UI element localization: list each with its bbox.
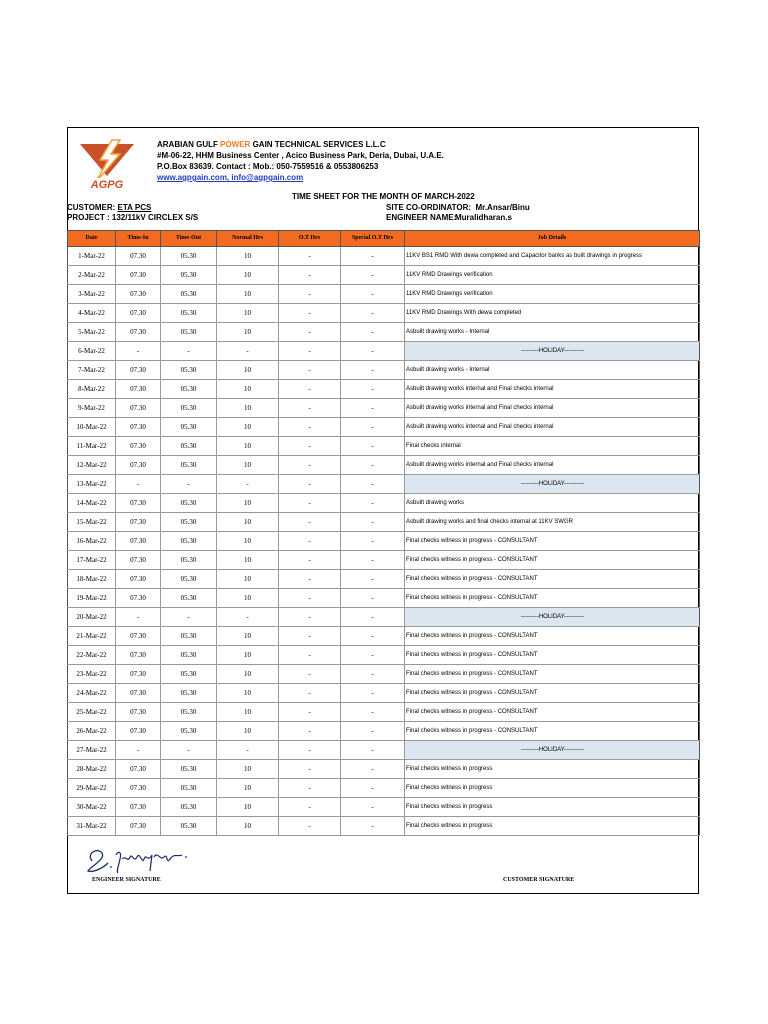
cell-date: 13-Mar-22	[68, 475, 116, 494]
cell-date: 25-Mar-22	[68, 703, 116, 722]
cell-job-details: Final checks witness in progress	[405, 779, 700, 798]
cell-time-out: 05.30	[161, 513, 217, 532]
cell-special-ot-hrs: -	[341, 380, 405, 399]
cell-ot-hrs: -	[279, 456, 341, 475]
cell-date: 29-Mar-22	[68, 779, 116, 798]
cell-normal-hrs: 10	[217, 646, 279, 665]
cell-date: 12-Mar-22	[68, 456, 116, 475]
engineer-signature-label: ENGINEER SIGNATURE	[92, 877, 161, 883]
cell-normal-hrs: 10	[217, 703, 279, 722]
cell-time-out: -	[161, 741, 217, 760]
cell-time-in: 07.30	[116, 361, 161, 380]
cell-time-in: 07.30	[116, 684, 161, 703]
cell-job-details: Final checks witness in progress - CONSULTANT	[405, 703, 700, 722]
cell-time-in: 07.30	[116, 418, 161, 437]
company-header	[157, 139, 444, 183]
cell-time-out: 05.30	[161, 266, 217, 285]
project-value: 132/11kV CIRCLEX S/S	[111, 213, 199, 222]
cell-date: 18-Mar-22	[68, 570, 116, 589]
cell-time-out: 05.30	[161, 304, 217, 323]
cell-normal-hrs: 10	[217, 285, 279, 304]
cell-time-in: 07.30	[116, 456, 161, 475]
cell-job-details: 11KV RMD Drawings verification	[405, 266, 700, 285]
cell-normal-hrs: 10	[217, 627, 279, 646]
cell-job-details: Final checks witness in progress - CONSULTANT	[405, 627, 700, 646]
table-row	[68, 760, 700, 779]
cell-normal-hrs: 10	[217, 570, 279, 589]
cell-normal-hrs: 10	[217, 247, 279, 266]
cell-time-in: 07.30	[116, 304, 161, 323]
timesheet-body	[68, 247, 700, 836]
cell-holiday: ---------HOLIDAY----------	[405, 342, 700, 361]
cell-normal-hrs: -	[217, 608, 279, 627]
cell-normal-hrs: 10	[217, 437, 279, 456]
cell-ot-hrs: -	[279, 361, 341, 380]
cell-special-ot-hrs: -	[341, 342, 405, 361]
cell-job-details: Final checks witness in progress - CONSULTANT	[405, 570, 700, 589]
cell-job-details: Final checks witness in progress - CONSULTANT	[405, 551, 700, 570]
cell-normal-hrs: 10	[217, 589, 279, 608]
table-header-row	[68, 231, 700, 247]
cell-time-out: 05.30	[161, 627, 217, 646]
cell-time-in: 07.30	[116, 437, 161, 456]
cell-date: 3-Mar-22	[68, 285, 116, 304]
cell-ot-hrs: -	[279, 703, 341, 722]
cell-special-ot-hrs: -	[341, 532, 405, 551]
cell-date: 4-Mar-22	[68, 304, 116, 323]
cell-job-details: Final checks witness in progress - CONSULTANT	[405, 684, 700, 703]
cell-time-out: 05.30	[161, 646, 217, 665]
cell-time-out: 05.30	[161, 722, 217, 741]
cell-time-out: 05.30	[161, 817, 217, 836]
table-row	[68, 551, 700, 570]
cell-special-ot-hrs: -	[341, 475, 405, 494]
cell-special-ot-hrs: -	[341, 361, 405, 380]
table-row	[68, 266, 700, 285]
cell-date: 22-Mar-22	[68, 646, 116, 665]
cell-normal-hrs: 10	[217, 532, 279, 551]
company-contact: P.O.Box 83639. Contact : Mob.: 050-7559516 & 0553806253	[157, 162, 379, 171]
cell-normal-hrs: 10	[217, 380, 279, 399]
cell-normal-hrs: 10	[217, 665, 279, 684]
engineer-signature-image	[82, 841, 207, 877]
cell-ot-hrs: -	[279, 342, 341, 361]
customer-value: ETA PCS	[117, 203, 152, 212]
cell-special-ot-hrs: -	[341, 779, 405, 798]
table-row	[68, 798, 700, 817]
cell-ot-hrs: -	[279, 323, 341, 342]
sheet-title: TIME SHEET FOR THE MONTH OF MARCH-2022	[292, 192, 475, 201]
table-row	[68, 817, 700, 836]
cell-time-out: 05.30	[161, 285, 217, 304]
cell-ot-hrs: -	[279, 475, 341, 494]
table-row-holiday	[68, 475, 700, 494]
table-row	[68, 513, 700, 532]
cell-ot-hrs: -	[279, 551, 341, 570]
cell-job-details: Final checks witness in progress - CONSULTANT	[405, 532, 700, 551]
cell-ot-hrs: -	[279, 684, 341, 703]
cell-job-details: Asbuilt drawing works internal and Final checks internal	[405, 399, 700, 418]
customer-line: CUSTOMER: ETA PCS	[67, 203, 152, 212]
cell-ot-hrs: -	[279, 285, 341, 304]
company-address: #M-06-22, HHM Business Center , Acico Business Park, Deria, Dubai, U.A.E.	[157, 151, 444, 160]
cell-time-out: -	[161, 608, 217, 627]
table-row	[68, 646, 700, 665]
cell-time-out: 05.30	[161, 323, 217, 342]
cell-time-in: -	[116, 608, 161, 627]
cell-job-details: 11KV RMD Drawings With dewa completed	[405, 304, 700, 323]
cell-normal-hrs: 10	[217, 418, 279, 437]
company-name: ARABIAN GULF POWER GAIN TECHNICAL SERVICES L.L.C	[157, 140, 386, 149]
cell-time-out: 05.30	[161, 456, 217, 475]
project-line: PROJECT : 132/11kV CIRCLEX S/S	[67, 213, 199, 222]
table-row	[68, 589, 700, 608]
table-row	[68, 665, 700, 684]
cell-special-ot-hrs: -	[341, 323, 405, 342]
cell-date: 14-Mar-22	[68, 494, 116, 513]
cell-job-details: Asbuilt drawing works and final checks internal at 11KV SWGR	[405, 513, 700, 532]
cell-normal-hrs: 10	[217, 266, 279, 285]
cell-time-out: 05.30	[161, 703, 217, 722]
cell-ot-hrs: -	[279, 380, 341, 399]
cell-date: 19-Mar-22	[68, 589, 116, 608]
cell-job-details: Final checks witness in progress - CONSULTANT	[405, 646, 700, 665]
cell-special-ot-hrs: -	[341, 665, 405, 684]
table-row	[68, 285, 700, 304]
cell-ot-hrs: -	[279, 741, 341, 760]
cell-time-in: 07.30	[116, 513, 161, 532]
cell-date: 15-Mar-22	[68, 513, 116, 532]
cell-job-details: Final checks witness in progress - CONSULTANT	[405, 589, 700, 608]
cell-ot-hrs: -	[279, 779, 341, 798]
table-row-holiday	[68, 741, 700, 760]
cell-time-out: -	[161, 342, 217, 361]
cell-job-details: Asbuilt drawing works internal and Final checks internal	[405, 380, 700, 399]
cell-date: 6-Mar-22	[68, 342, 116, 361]
cell-date: 28-Mar-22	[68, 760, 116, 779]
cell-special-ot-hrs: -	[341, 741, 405, 760]
cell-special-ot-hrs: -	[341, 285, 405, 304]
col-ot-hrs: O.T Hrs	[279, 231, 341, 247]
cell-ot-hrs: -	[279, 418, 341, 437]
cell-job-details: Asbuilt drawing works internal and Final checks internal	[405, 418, 700, 437]
cell-special-ot-hrs: -	[341, 627, 405, 646]
engineer-line: ENGINEER NAME:Muralidharan.s	[386, 213, 512, 222]
cell-holiday: ---------HOLIDAY----------	[405, 741, 700, 760]
cell-time-out: 05.30	[161, 494, 217, 513]
cell-time-out: 05.30	[161, 418, 217, 437]
cell-ot-hrs: -	[279, 570, 341, 589]
coordinator-line: SITE CO-ORDINATOR: Mr.Ansar/Binu	[386, 203, 530, 212]
cell-time-in: 07.30	[116, 722, 161, 741]
col-date: Date	[68, 231, 116, 247]
cell-normal-hrs: 10	[217, 798, 279, 817]
cell-date: 30-Mar-22	[68, 798, 116, 817]
cell-job-details: Asbuilt drawing works	[405, 494, 700, 513]
cell-normal-hrs: 10	[217, 779, 279, 798]
cell-time-out: 05.30	[161, 532, 217, 551]
cell-normal-hrs: -	[217, 342, 279, 361]
cell-date: 5-Mar-22	[68, 323, 116, 342]
table-row	[68, 703, 700, 722]
table-row-holiday	[68, 608, 700, 627]
cell-special-ot-hrs: -	[341, 570, 405, 589]
cell-job-details: Final checks internal	[405, 437, 700, 456]
company-name-highlight: POWER	[220, 140, 251, 149]
customer-signature-label: CUSTOMER SIGNATURE	[503, 877, 575, 883]
cell-time-in: 07.30	[116, 798, 161, 817]
cell-normal-hrs: 10	[217, 513, 279, 532]
cell-special-ot-hrs: -	[341, 304, 405, 323]
cell-date: 21-Mar-22	[68, 627, 116, 646]
table-row	[68, 361, 700, 380]
cell-date: 1-Mar-22	[68, 247, 116, 266]
cell-special-ot-hrs: -	[341, 247, 405, 266]
cell-job-details: Final checks witness in progress	[405, 817, 700, 836]
cell-time-in: 07.30	[116, 532, 161, 551]
cell-date: 23-Mar-22	[68, 665, 116, 684]
col-job-details: Job Details	[405, 231, 700, 247]
cell-job-details: Final checks witness in progress	[405, 760, 700, 779]
col-special-ot-hrs: Special O.T Hrs	[341, 231, 405, 247]
cell-job-details: Asbuilt drawing works internal and Final checks internal	[405, 456, 700, 475]
col-time-in: Time-In	[116, 231, 161, 247]
col-normal-hrs: Normal Hrs	[217, 231, 279, 247]
cell-special-ot-hrs: -	[341, 399, 405, 418]
cell-special-ot-hrs: -	[341, 456, 405, 475]
table-row	[68, 399, 700, 418]
cell-time-in: 07.30	[116, 646, 161, 665]
cell-time-in: 07.30	[116, 665, 161, 684]
cell-time-out: 05.30	[161, 665, 217, 684]
cell-time-out: 05.30	[161, 779, 217, 798]
cell-time-in: 07.30	[116, 551, 161, 570]
cell-job-details: 11KV BS1 RMD With dewa completed and Capacitor banks as built drawings in progress	[405, 247, 700, 266]
table-row	[68, 437, 700, 456]
cell-normal-hrs: 10	[217, 304, 279, 323]
cell-date: 8-Mar-22	[68, 380, 116, 399]
cell-time-out: 05.30	[161, 589, 217, 608]
cell-normal-hrs: 10	[217, 494, 279, 513]
cell-special-ot-hrs: -	[341, 608, 405, 627]
cell-time-out: 05.30	[161, 437, 217, 456]
cell-normal-hrs: 10	[217, 399, 279, 418]
cell-time-out: 05.30	[161, 399, 217, 418]
cell-normal-hrs: 10	[217, 684, 279, 703]
cell-time-in: -	[116, 342, 161, 361]
cell-ot-hrs: -	[279, 304, 341, 323]
col-time-out: Time-Out	[161, 231, 217, 247]
table-row	[68, 532, 700, 551]
cell-normal-hrs: 10	[217, 456, 279, 475]
cell-ot-hrs: -	[279, 608, 341, 627]
cell-date: 27-Mar-22	[68, 741, 116, 760]
cell-holiday: ---------HOLIDAY----------	[405, 475, 700, 494]
cell-special-ot-hrs: -	[341, 551, 405, 570]
cell-date: 9-Mar-22	[68, 399, 116, 418]
cell-ot-hrs: -	[279, 494, 341, 513]
cell-ot-hrs: -	[279, 665, 341, 684]
cell-time-out: 05.30	[161, 361, 217, 380]
cell-normal-hrs: 10	[217, 323, 279, 342]
table-row	[68, 494, 700, 513]
table-row	[68, 323, 700, 342]
cell-time-in: 07.30	[116, 323, 161, 342]
cell-normal-hrs: 10	[217, 760, 279, 779]
agpg-logo	[76, 138, 138, 190]
table-row	[68, 304, 700, 323]
cell-time-in: 07.30	[116, 570, 161, 589]
timesheet-table	[67, 230, 700, 836]
cell-date: 16-Mar-22	[68, 532, 116, 551]
cell-time-in: 07.30	[116, 627, 161, 646]
logo-text: AGPG	[90, 179, 124, 190]
cell-special-ot-hrs: -	[341, 494, 405, 513]
cell-ot-hrs: -	[279, 760, 341, 779]
table-row	[68, 418, 700, 437]
cell-normal-hrs: 10	[217, 551, 279, 570]
cell-time-out: 05.30	[161, 551, 217, 570]
cell-date: 10-Mar-22	[68, 418, 116, 437]
cell-special-ot-hrs: -	[341, 589, 405, 608]
cell-time-out: 05.30	[161, 798, 217, 817]
cell-job-details: Asbuilt drawing works - Internal	[405, 323, 700, 342]
cell-ot-hrs: -	[279, 627, 341, 646]
cell-time-out: 05.30	[161, 684, 217, 703]
engineer-value: Muralidharan.s	[455, 213, 512, 222]
cell-date: 31-Mar-22	[68, 817, 116, 836]
cell-time-in: 07.30	[116, 380, 161, 399]
table-row	[68, 380, 700, 399]
cell-time-out: 05.30	[161, 570, 217, 589]
cell-date: 17-Mar-22	[68, 551, 116, 570]
cell-normal-hrs: 10	[217, 722, 279, 741]
cell-ot-hrs: -	[279, 266, 341, 285]
cell-time-in: 07.30	[116, 266, 161, 285]
table-row	[68, 627, 700, 646]
cell-date: 20-Mar-22	[68, 608, 116, 627]
cell-special-ot-hrs: -	[341, 703, 405, 722]
cell-holiday: ---------HOLIDAY----------	[405, 608, 700, 627]
cell-ot-hrs: -	[279, 817, 341, 836]
cell-special-ot-hrs: -	[341, 684, 405, 703]
cell-time-in: 07.30	[116, 285, 161, 304]
cell-date: 26-Mar-22	[68, 722, 116, 741]
cell-time-in: 07.30	[116, 494, 161, 513]
table-row-holiday	[68, 342, 700, 361]
cell-time-in: 07.30	[116, 703, 161, 722]
table-row	[68, 684, 700, 703]
cell-special-ot-hrs: -	[341, 437, 405, 456]
cell-date: 11-Mar-22	[68, 437, 116, 456]
cell-job-details: Final checks witness in progress	[405, 798, 700, 817]
cell-special-ot-hrs: -	[341, 418, 405, 437]
cell-time-in: 07.30	[116, 399, 161, 418]
cell-time-in: 07.30	[116, 247, 161, 266]
cell-job-details: 11KV RMD Drawings verification	[405, 285, 700, 304]
cell-ot-hrs: -	[279, 532, 341, 551]
cell-ot-hrs: -	[279, 646, 341, 665]
cell-date: 2-Mar-22	[68, 266, 116, 285]
table-row	[68, 456, 700, 475]
cell-date: 24-Mar-22	[68, 684, 116, 703]
cell-date: 7-Mar-22	[68, 361, 116, 380]
table-row	[68, 570, 700, 589]
cell-ot-hrs: -	[279, 247, 341, 266]
cell-job-details: Asbuilt drawing works - Internal	[405, 361, 700, 380]
cell-ot-hrs: -	[279, 798, 341, 817]
cell-time-in: -	[116, 741, 161, 760]
cell-normal-hrs: 10	[217, 817, 279, 836]
coordinator-value: Mr.Ansar/Binu	[475, 203, 530, 212]
cell-time-in: 07.30	[116, 817, 161, 836]
cell-ot-hrs: -	[279, 513, 341, 532]
cell-time-out: 05.30	[161, 760, 217, 779]
cell-special-ot-hrs: -	[341, 722, 405, 741]
cell-ot-hrs: -	[279, 399, 341, 418]
table-row	[68, 722, 700, 741]
cell-ot-hrs: -	[279, 437, 341, 456]
cell-special-ot-hrs: -	[341, 798, 405, 817]
cell-special-ot-hrs: -	[341, 646, 405, 665]
cell-normal-hrs: -	[217, 475, 279, 494]
cell-time-in: 07.30	[116, 589, 161, 608]
cell-normal-hrs: -	[217, 741, 279, 760]
cell-time-in: 07.30	[116, 760, 161, 779]
cell-normal-hrs: 10	[217, 361, 279, 380]
cell-job-details: Final checks witness in progress - CONSULTANT	[405, 722, 700, 741]
cell-time-out: 05.30	[161, 380, 217, 399]
cell-job-details: Final checks witness in progress - CONSULTANT	[405, 665, 700, 684]
cell-ot-hrs: -	[279, 722, 341, 741]
cell-special-ot-hrs: -	[341, 760, 405, 779]
cell-special-ot-hrs: -	[341, 513, 405, 532]
table-row	[68, 247, 700, 266]
cell-ot-hrs: -	[279, 589, 341, 608]
company-links[interactable]: www.agpgain.com, info@agpgain.com	[157, 173, 304, 182]
cell-special-ot-hrs: -	[341, 266, 405, 285]
cell-time-out: 05.30	[161, 247, 217, 266]
cell-time-in: -	[116, 475, 161, 494]
cell-special-ot-hrs: -	[341, 817, 405, 836]
cell-time-out: -	[161, 475, 217, 494]
table-row	[68, 779, 700, 798]
cell-time-in: 07.30	[116, 779, 161, 798]
